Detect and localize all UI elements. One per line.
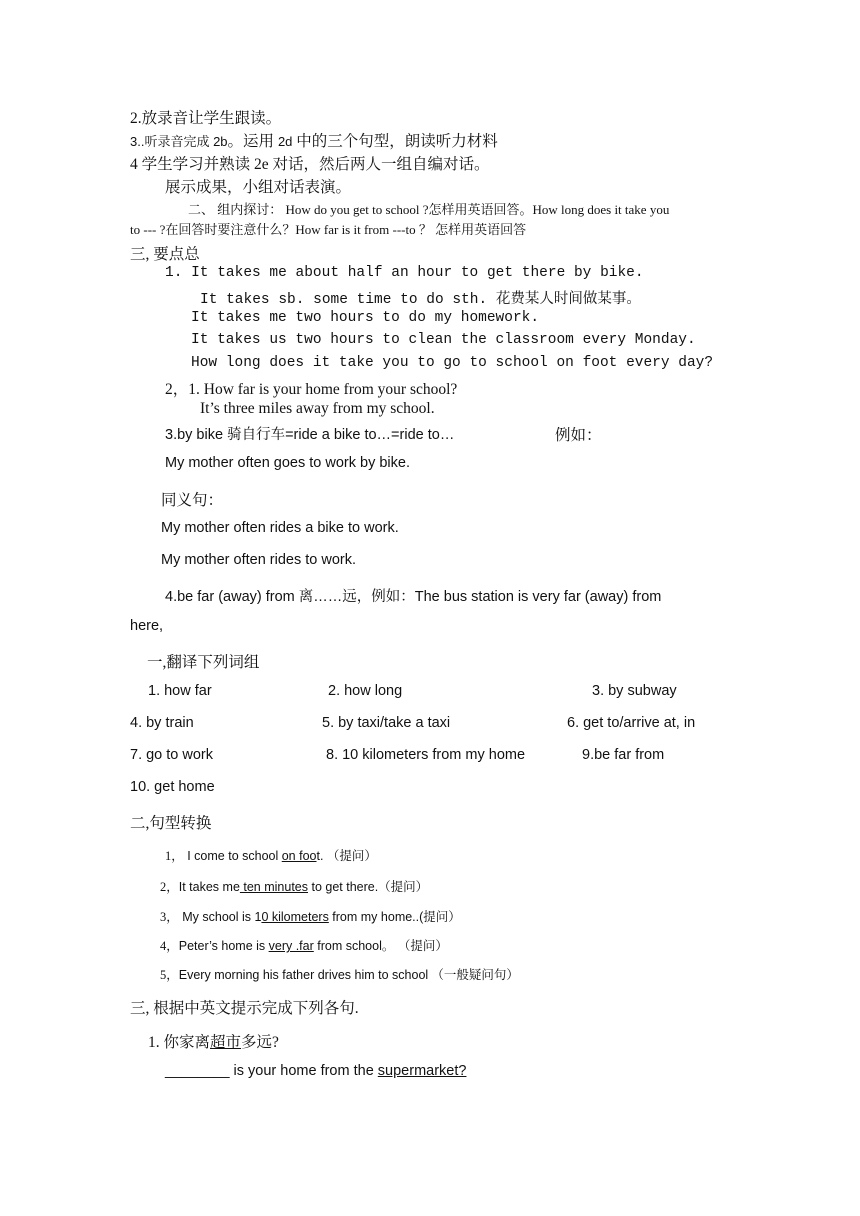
phrase-item: 7. go to work (130, 747, 214, 763)
point-1-example-2: It takes us two hours to clean the classroom every Monday. (191, 332, 696, 348)
step-2-line: 2.放录音让学生跟读。 (130, 110, 282, 127)
transform-item-3: 3， My school is 10 kilometers from my home..(提问） (160, 910, 461, 924)
phrase-item: 6. get to/arrive at, in (567, 715, 696, 731)
phrase-item: 2. how long (328, 683, 403, 699)
phrase-item: 5. by taxi/take a taxi (322, 715, 451, 731)
step-4-line: 4 学生学习并熟读 2e 对话，然后两人一组自编对话。 (130, 156, 490, 173)
transform-item-1: 1， I come to school on foot. （提问） (165, 849, 377, 863)
point-1-structure: It takes sb. some time to do sth. 花费某人时间做某事。 (200, 292, 641, 308)
phrase-item: 3. by subway (592, 683, 677, 699)
transform-heading: 二,句型转换 (130, 815, 212, 832)
point-3-line: 3.by bike 骑自行车=ride a bike to…=ride to… (165, 427, 455, 443)
step-3-line: 3..听录音完成 2b。运用 2d 中的三个句型，朗读听力材料 (130, 133, 498, 150)
group-discussion-line-2: to --- ?在回答时要注意什么？How far is it from ---to ？ 怎样用英语回答 (130, 222, 527, 237)
point-1-example-3: How long does it take you to go to school on foot every day? (191, 355, 714, 371)
group-discussion-line: 二、 组内探讨： How do you get to school ?怎样用英语回答。How long does it take you (188, 202, 670, 217)
translate-heading: 一,翻译下列词组 (147, 654, 260, 671)
point-1-example-1: It takes me two hours to do my homework. (191, 310, 540, 326)
complete-answer-1: ________ is your home from the supermarket? (165, 1063, 467, 1079)
answer-blank[interactable]: ________ (165, 1063, 230, 1079)
phrase-item: 9.be far from (582, 747, 665, 763)
complete-heading: 三, 根据中英文提示完成下列各句. (130, 1000, 359, 1017)
point-3-example: My mother often goes to work by bike. (165, 455, 410, 471)
phrase-item: 10. get home (130, 779, 215, 795)
point-4-line-2: here, (130, 618, 164, 634)
point-2-answer: It’s three miles away from my school. (200, 400, 435, 417)
synonym-sentence-1: My mother often rides a bike to work. (161, 520, 399, 536)
synonym-sentence-2: My mother often rides to work. (161, 552, 357, 568)
phrase-item: 8. 10 kilometers from my home (326, 747, 526, 763)
transform-item-5: 5，Every morning his father drives him to school （一般疑问句） (160, 968, 519, 982)
phrase-item: 4. by train (130, 715, 194, 731)
transform-item-4: 4，Peter’s home is very .far from school。 （提问） (160, 939, 448, 953)
synonym-label: 同义句： (161, 492, 224, 509)
point-1-line: 1. It takes me about half an hour to get there by bike. (165, 265, 644, 281)
point-2-line: 2，1. How far is your home from your school? (165, 381, 458, 398)
transform-item-2: 2，It takes me ten minutes to get there.（提问） (160, 880, 429, 894)
point-4-line: 4.be far (away) from 离……远，例如：The bus station is very far (away) from (165, 589, 662, 605)
show-result-line: 展示成果，小组对话表演。 (165, 179, 352, 196)
phrase-item: 1. how far (148, 683, 212, 699)
key-points-heading: 三, 要点总 (130, 246, 200, 263)
complete-question-1: 1. 你家离超市多远? (148, 1034, 279, 1051)
example-label: 例如： (555, 427, 602, 444)
